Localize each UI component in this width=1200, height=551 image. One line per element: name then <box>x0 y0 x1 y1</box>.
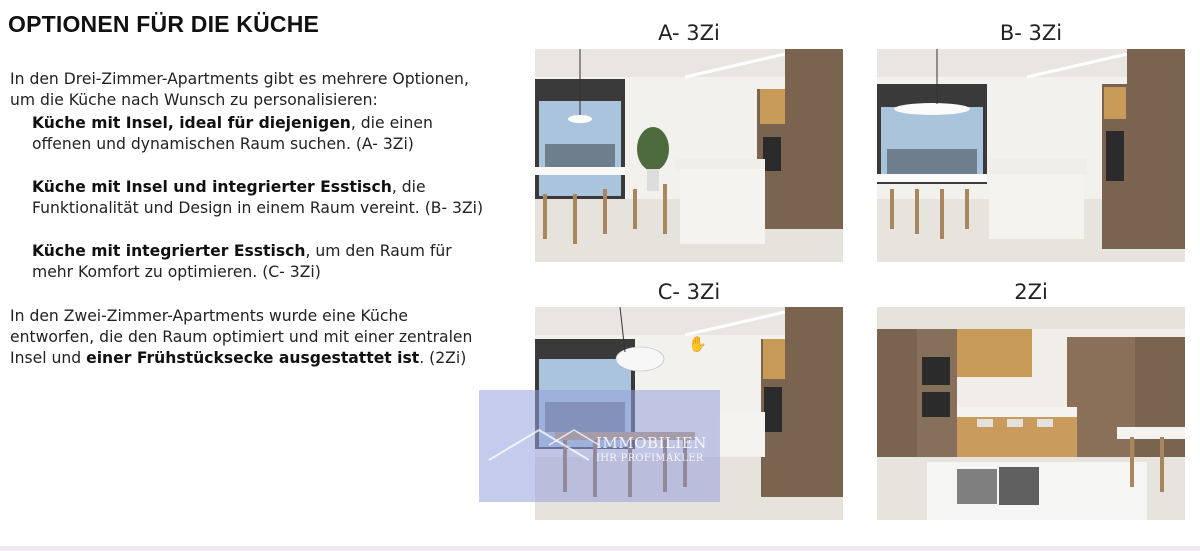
option-a-paragraph <box>10 113 490 155</box>
caption-a: A- 3Zi <box>658 21 720 45</box>
option-a-bold: Küche mit Insel, ideal für diejenigen <box>32 114 351 132</box>
option-c-bold: Küche mit integrierter Esstisch <box>32 242 306 260</box>
intro-paragraph: In den Drei-Zimmer-Apartments gibt es mehrere Optionen, um die Küche nach Wunsch zu personalisieren: <box>10 70 469 109</box>
caption-c: C- 3Zi <box>657 280 721 304</box>
option-c-paragraph <box>10 241 490 283</box>
option-b-paragraph <box>10 177 490 219</box>
caption-d: 2Zi <box>1014 280 1048 304</box>
option-b-bold: Küche mit Insel und integrierter Esstisch <box>32 178 392 196</box>
watermark-line2: IHR PROFIMAKLER <box>596 453 704 464</box>
caption-b: B- 3Zi <box>999 21 1063 45</box>
two-room-bold: einer Frühstücksecke ausgestattet ist <box>86 349 420 367</box>
option-a-text: , die einen offenen und dynamischen Raum suchen. (A- 3Zi) <box>32 114 433 153</box>
kitchen-photo-a <box>535 49 843 262</box>
watermark-line1: IMMOBILIEN <box>596 434 707 452</box>
two-room-text: In den Zwei-Zimmer-Apartments wurde eine Küche entworfen, die den Raum optimiert und mit einer zentralen Insel und <box>10 307 473 367</box>
two-room-end: . (2Zi) <box>419 349 467 367</box>
option-c-text: , um den Raum für mehr Komfort zu optimieren. (C- 3Zi) <box>32 242 452 281</box>
option-b-text: , die Funktionalität und Design in einem Raum vereint. (B- 3Zi) <box>32 178 484 217</box>
hand-pointer-icon: ✋ <box>688 335 707 353</box>
two-room-paragraph <box>10 306 490 369</box>
page-title: OPTIONEN FÜR DIE KÜCHE <box>8 11 320 37</box>
kitchen-photo-d <box>877 307 1185 520</box>
kitchen-photo-b <box>877 49 1185 262</box>
bottom-bar <box>0 546 1200 551</box>
watermark-text <box>596 435 726 467</box>
